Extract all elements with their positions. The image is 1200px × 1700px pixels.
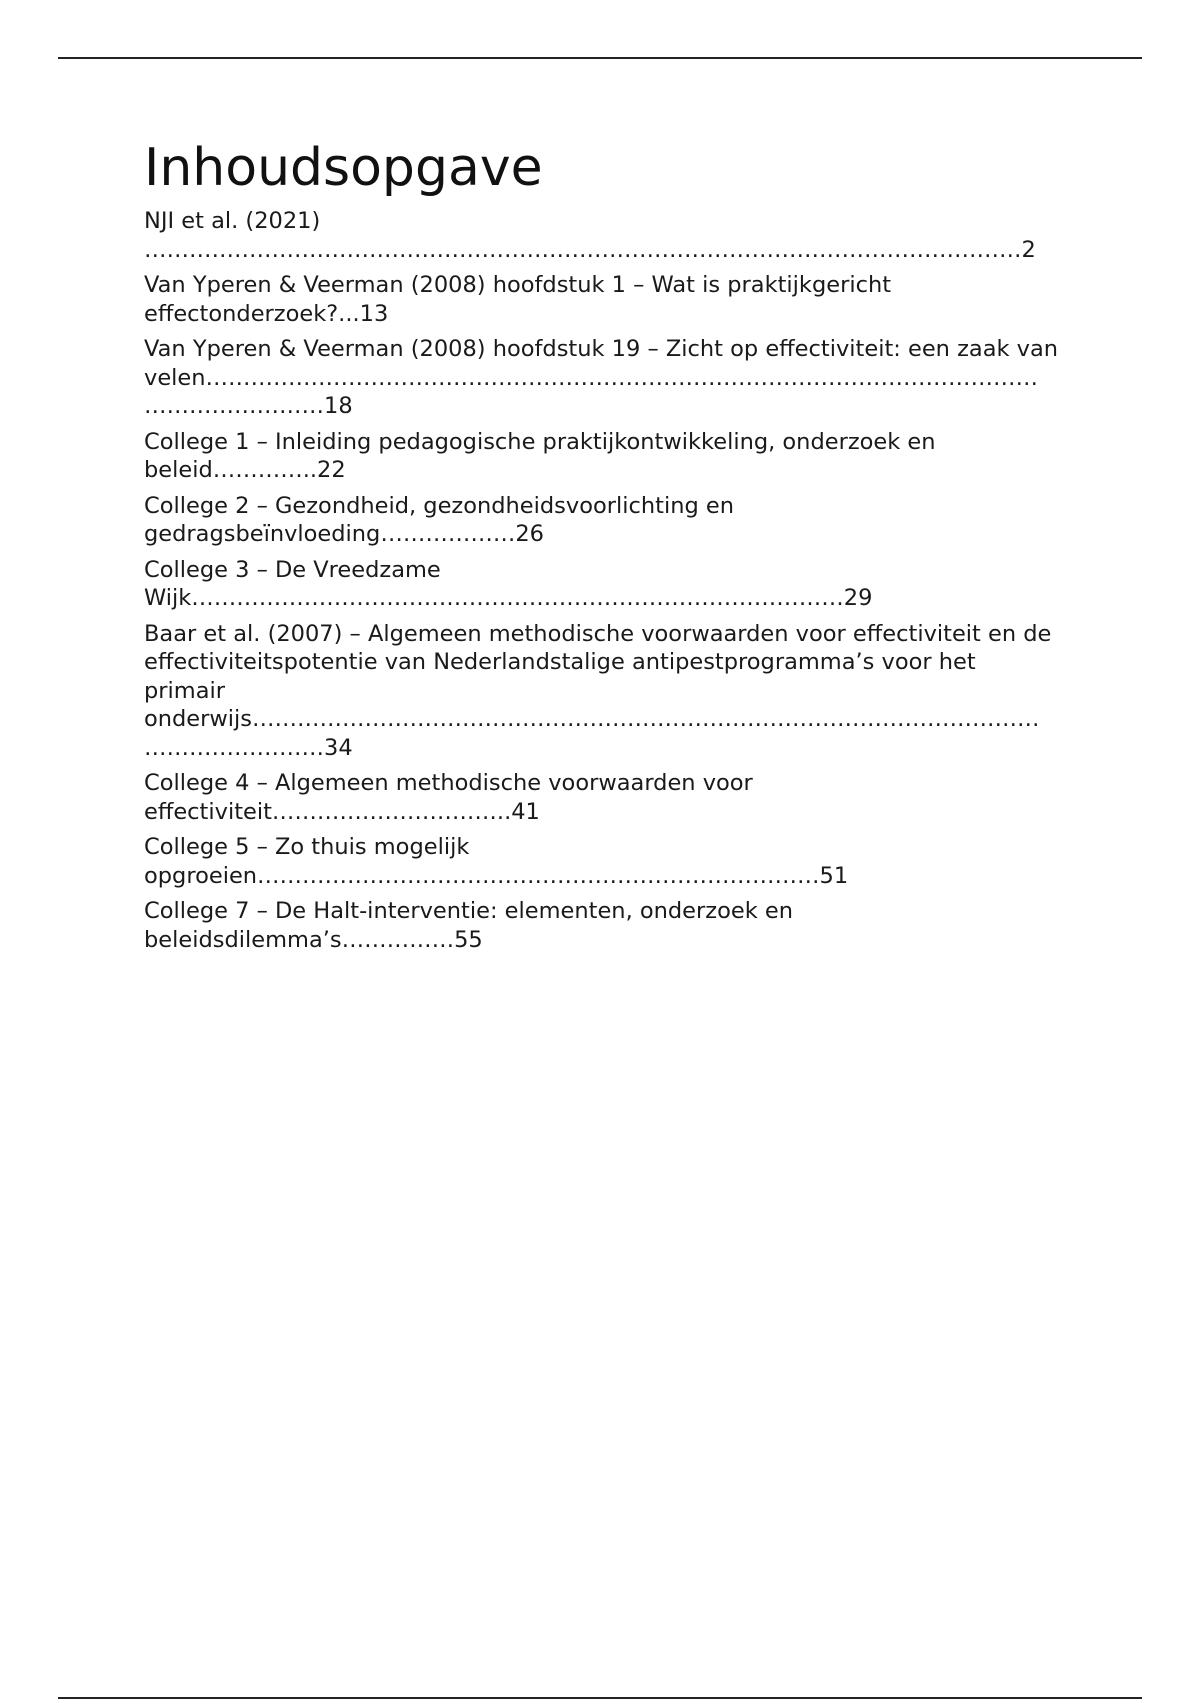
toc-entry[interactable]: College 1 – Inleiding pedagogische praktijkontwikkeling, onderzoek en beleid…………..22 — [144, 428, 936, 484]
top-rule — [58, 57, 1142, 59]
bottom-rule — [58, 1697, 1142, 1699]
toc-entry[interactable]: Van Yperen & Veerman (2008) hoofdstuk 1 – Wat is praktijkgericht effectonderzoek?...13 — [144, 272, 892, 327]
toc-entry[interactable]: College 4 – Algemeen methodische voorwaarden voor effectiviteit…………………………..41 — [144, 770, 753, 825]
toc-entry[interactable]: Baar et al. (2007) – Algemeen methodische voorwaarden voor effectiviteit en de effectiviteitspotentie van Nederlandstalige antipestprogramma’s voor het primair onderwijs…………………………………………………………………………………………………………………34 — [144, 620, 1052, 761]
toc-container — [144, 140, 1060, 961]
toc-entry[interactable]: College 3 – De Vreedzame Wijk……………………………………………………………………………29 — [144, 556, 873, 612]
toc-entry[interactable]: NJI et al. (2021) ………………………………………………………………………………………………………2 — [144, 208, 1036, 263]
toc-entry[interactable]: College 5 – Zo thuis mogelijk opgroeien…………………………………………………………………51 — [144, 834, 849, 889]
toc-entry[interactable]: College 2 – Gezondheid, gezondheidsvoorlichting en gedragsbeïnvloeding………………26 — [144, 492, 735, 548]
page-title: Inhoudsopgave — [144, 138, 543, 198]
toc-entry[interactable]: Van Yperen & Veerman (2008) hoofdstuk 19 – Zicht op effectiviteit: een zaak van velen………………………………………………………………………………………………………………………18 — [144, 336, 1059, 420]
table-of-contents — [144, 207, 1060, 954]
toc-entry[interactable]: College 7 – De Halt-interventie: elementen, onderzoek en beleidsdilemma’s……………55 — [144, 898, 793, 953]
